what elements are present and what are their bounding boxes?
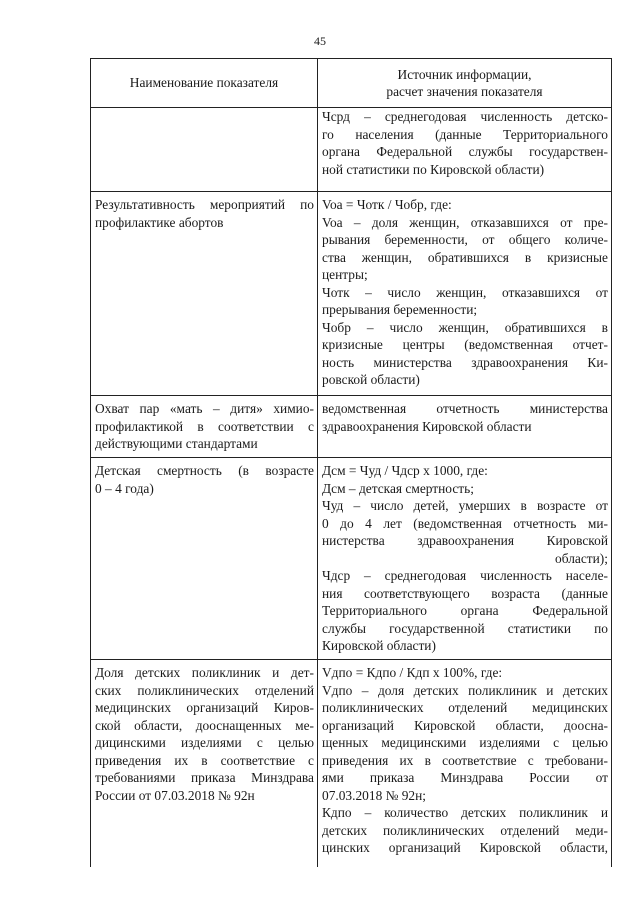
text-line: ность министерства здравоохранения Ки- — [322, 354, 608, 370]
text-line: Vдпо – доля детских поликлиник и детских — [322, 682, 608, 698]
text-line: дицинскими изделиями с целью — [95, 735, 314, 750]
indicator-name-cell — [91, 396, 318, 458]
table-row — [91, 660, 612, 868]
text-line: ной статистики по Кировской области) — [322, 161, 545, 177]
text-line: ями приказа Минздрава России от — [322, 770, 608, 785]
table-row — [91, 396, 612, 458]
text-line: ровской области) — [322, 372, 420, 387]
formula-line: Vдпо = Кдпо / Кдп х 100%, где: — [322, 665, 503, 680]
info-source-cell — [318, 396, 612, 458]
text-line: Чобр – число женщин, обратившихся в — [322, 319, 608, 335]
text-line: прерывания беременности; — [322, 302, 478, 317]
text-line: Результативность мероприятий по — [95, 197, 314, 212]
text-line: действующими стандартами — [95, 436, 258, 451]
text-line: 07.03.2018 № 92н; — [322, 787, 427, 803]
formula-line: Voa = Чотк / Чобр, где: — [322, 197, 452, 212]
indicator-name-cell — [91, 458, 318, 660]
text-line: нистерства здравоохранения Кировской — [322, 533, 608, 548]
text-line: Охват пар «мать – дитя» химио- — [95, 401, 314, 416]
header-info-source-line-1: Источник информации, — [397, 66, 532, 82]
text-line: Кдпо – количество детских поликлиник и — [322, 805, 608, 820]
header-info-source-line-2: расчет значения показателя — [386, 84, 543, 99]
text-line: рывания беременности, от общего количе- — [322, 232, 608, 247]
info-source-cell — [318, 660, 612, 868]
table-row — [91, 192, 612, 396]
text-line: кризисные центры (ведомственная отчет- — [322, 337, 608, 352]
table-row — [91, 108, 612, 192]
text-line: требованиями приказа Минздрава — [95, 770, 314, 785]
text-line: Детская смертность (в возрасте — [95, 463, 314, 478]
info-source-cell — [318, 458, 612, 660]
text-line: профилактикой в соответствии с — [95, 418, 314, 434]
text-line: организаций Кировской области, доосна- — [322, 717, 608, 733]
text-line: 0 – 4 года) — [95, 480, 154, 496]
table-header-row — [91, 59, 612, 108]
header-info-source — [318, 59, 612, 108]
indicator-name-cell — [91, 192, 318, 396]
info-source-cell — [318, 192, 612, 396]
text-line: области); — [555, 550, 608, 566]
text-line: ния соответствующего возраста (данные — [322, 585, 608, 601]
text-line: Дсм – детская смертность; — [322, 480, 474, 496]
text-line: приведения их в соответствие с — [95, 752, 314, 768]
text-line: го населения (данные Территориального — [322, 126, 608, 142]
indicator-name-cell — [91, 108, 318, 192]
text-line: цинских организаций Кировской области, — [322, 840, 608, 855]
header-indicator-name — [91, 59, 318, 108]
page-number: 45 — [314, 34, 326, 48]
text-line: ведомственная отчетность министерства — [322, 401, 608, 416]
text-line: ских поликлинических отделений — [95, 682, 314, 698]
text-line: Voa – доля женщин, отказавшихся от пре- — [322, 214, 608, 230]
text-line: Кировской области) — [322, 638, 436, 653]
text-line: ства женщин, обратившихся в кризисные — [322, 249, 608, 265]
formula-line: Дсм = Чуд / Чдср х 1000, где: — [322, 463, 488, 478]
text-line: службы государственной статистики по — [322, 620, 608, 636]
table-row — [91, 458, 612, 660]
text-line: Чотк – число женщин, отказавшихся от — [322, 284, 608, 300]
header-indicator-name-text: Наименование показателя — [129, 75, 279, 91]
text-line: органа Федеральной службы государствен- — [322, 144, 608, 159]
text-line: ской области, дооснащенных ме- — [95, 717, 314, 733]
text-line: профилактике абортов — [95, 214, 224, 230]
text-line: Чсрд – среднегодовая численность детско- — [322, 109, 608, 124]
info-source-cell — [318, 108, 612, 192]
text-line: медицинских организаций Киров- — [95, 700, 314, 715]
text-line: России от 07.03.2018 № 92н — [95, 787, 255, 803]
indicator-name-cell — [91, 660, 318, 868]
text-line: поликлинических отделений медицинских — [322, 700, 608, 715]
text-line: центры; — [322, 267, 368, 282]
text-line: здравоохранения Кировской области — [322, 418, 532, 434]
text-line: Чуд – число детей, умерших в возрасте от — [322, 498, 608, 513]
text-line: 0 до 4 лет (ведомственная отчетность ми- — [322, 515, 608, 531]
text-line: Чдср – среднегодовая численность населе- — [322, 568, 608, 583]
text-line: приведения их в соответствие с требовани- — [322, 752, 608, 768]
text-line: детских поликлинических отделений меди- — [322, 822, 608, 838]
text-line: Территориального органа Федеральной — [322, 603, 608, 618]
text-line: щенных медицинскими изделиями с целью — [322, 735, 608, 750]
text-line: Доля детских поликлиник и дет- — [95, 665, 314, 680]
indicators-table — [90, 58, 612, 867]
